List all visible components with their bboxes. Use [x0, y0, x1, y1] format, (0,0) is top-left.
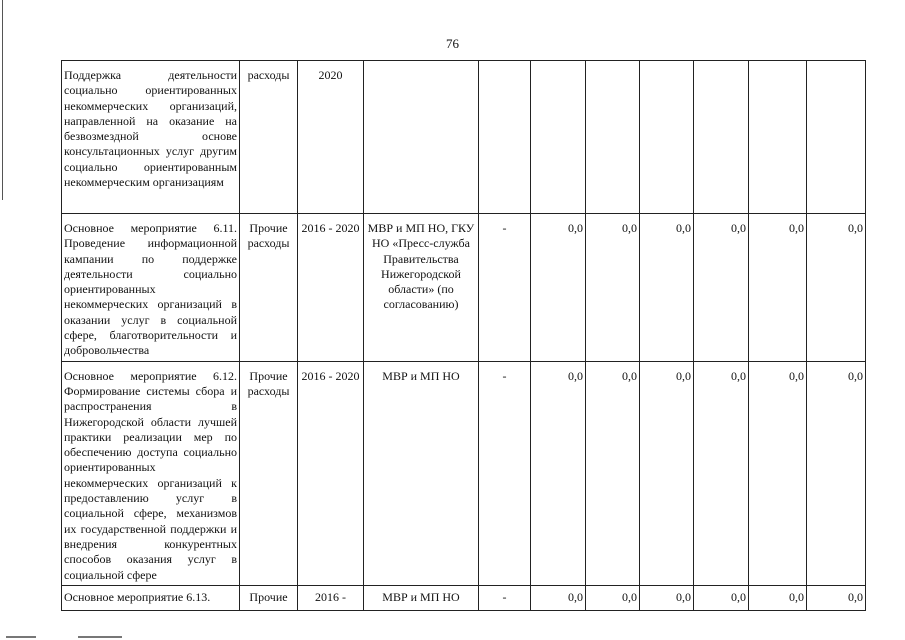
- activity-description: Поддержка деятельности социально ориентированных некоммерческих организаций, направленной на оказание на безвозмездной основе консультационных услуг другим социально ориентированным некоммерческим организациям: [62, 61, 240, 214]
- value-cell: [586, 61, 640, 214]
- table-row: [62, 214, 866, 362]
- table-row: [62, 585, 866, 610]
- value-cell: [531, 61, 586, 214]
- program-table: [61, 60, 866, 611]
- value-cell: 0,0: [640, 585, 694, 610]
- value-cell: 0,0: [531, 361, 586, 585]
- value-cell: 0,0: [694, 361, 749, 585]
- dash-cell: -: [479, 585, 531, 610]
- scan-edge-marks: [0, 633, 905, 640]
- value-cell: 0,0: [531, 214, 586, 362]
- period: 2016 - 2020: [298, 214, 364, 362]
- value-cell: 0,0: [749, 585, 807, 610]
- executor: МВР и МП НО: [364, 361, 479, 585]
- value-cell: 0,0: [749, 214, 807, 362]
- period: 2020: [298, 61, 364, 214]
- executor: МВР и МП НО, ГКУ НО «Пресс-служба Правительства Нижегородской области» (по согласованию): [364, 214, 479, 362]
- value-cell: [694, 61, 749, 214]
- expense-type: Прочие расходы: [240, 361, 298, 585]
- value-cell: 0,0: [694, 214, 749, 362]
- value-cell: 0,0: [694, 585, 749, 610]
- period: 2016 -: [298, 585, 364, 610]
- executor: [364, 61, 479, 214]
- page-number: 76: [446, 36, 459, 51]
- value-cell: 0,0: [807, 585, 866, 610]
- dash-cell: [479, 61, 531, 214]
- activity-description: Основное мероприятие 6.12. Формирование системы сбора и распространения в Нижегородской области лучшей практики реализации мер по обеспечению доступа социально ориентированных некоммерческих организаций к предоставлению услуг в социальной сфере, механизмов их государственной поддержки и внедрения конкурентных способов оказания услуг в социальной сфере: [62, 361, 240, 585]
- activity-description: Основное мероприятие 6.13.: [62, 585, 240, 610]
- value-cell: 0,0: [531, 585, 586, 610]
- dash-cell: -: [479, 361, 531, 585]
- value-cell: 0,0: [807, 214, 866, 362]
- value-cell: 0,0: [586, 585, 640, 610]
- value-cell: 0,0: [807, 361, 866, 585]
- value-cell: 0,0: [640, 214, 694, 362]
- table-row: [62, 61, 866, 214]
- value-cell: 0,0: [640, 361, 694, 585]
- value-cell: 0,0: [586, 214, 640, 362]
- dash-cell: -: [479, 214, 531, 362]
- value-cell: [749, 61, 807, 214]
- expense-type: расходы: [240, 61, 298, 214]
- value-cell: [640, 61, 694, 214]
- value-cell: [807, 61, 866, 214]
- left-margin-line: [2, 0, 3, 200]
- executor: МВР и МП НО: [364, 585, 479, 610]
- expense-type: Прочие расходы: [240, 214, 298, 362]
- value-cell: 0,0: [749, 361, 807, 585]
- expense-type: Прочие: [240, 585, 298, 610]
- period: 2016 - 2020: [298, 361, 364, 585]
- value-cell: 0,0: [586, 361, 640, 585]
- activity-description: Основное мероприятие 6.11. Проведение информационной кампании по поддержке деятельности социально ориентированных некоммерческих организаций в оказании услуг в социальной сфере, благотворительности и добровольчества: [62, 214, 240, 362]
- table-row: [62, 361, 866, 585]
